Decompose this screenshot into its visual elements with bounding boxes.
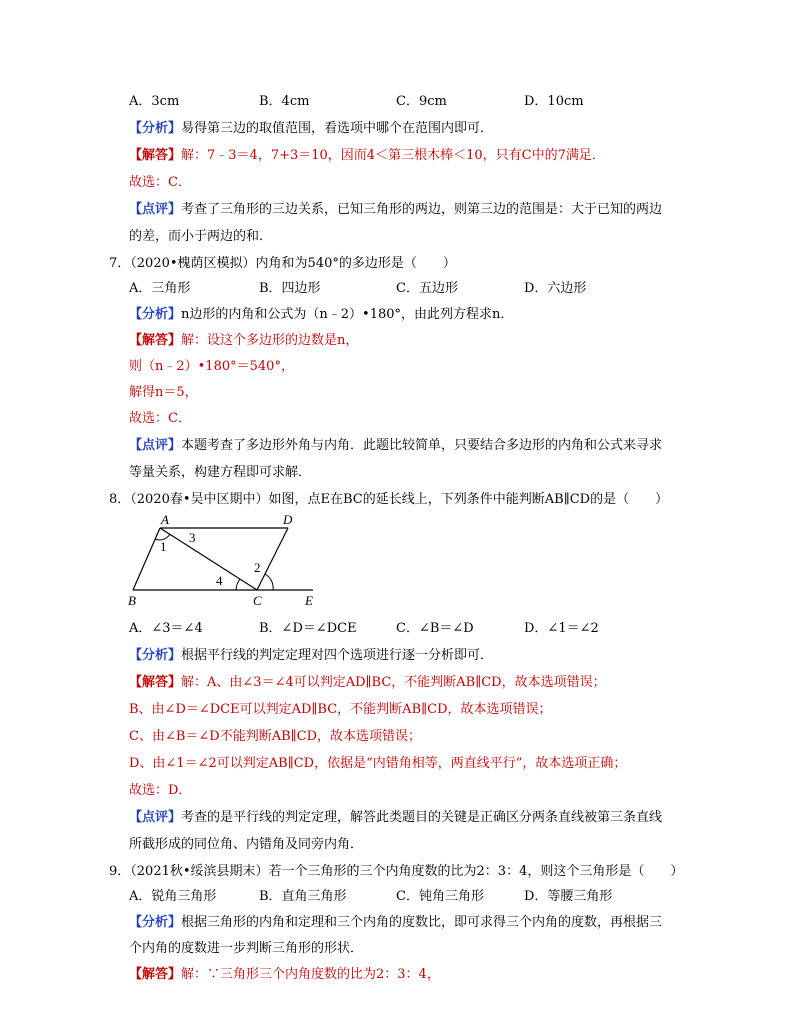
label-angle-3: 3: [189, 530, 196, 545]
segment-ab: [133, 528, 160, 590]
q7-answer-2: 则（n﹣2）•180°＝540°，: [129, 359, 294, 374]
q9-analysis-2: 个内角的度数进一步判断三角形的形状．: [129, 941, 364, 956]
q8-figure-svg: [128, 512, 318, 612]
q7-choice: 故选：C．: [129, 411, 191, 426]
q7-analysis: [129, 305, 513, 325]
q9-option-b: B．直角三角形: [259, 889, 347, 904]
angle-4-arc: [236, 579, 240, 590]
q8-answer-3: C、由∠B＝∠D不能判断AB∥CD，故本选项错误；: [129, 729, 422, 744]
q9-option-c: C．钝角三角形: [396, 889, 484, 904]
label-e: E: [305, 593, 313, 608]
label-a: A: [161, 512, 169, 527]
q8-stem: 8．（2020春•吴中区期中）如图，点E在BC的延长线上，下列条件中能判断AB∥CD的是（ ）: [109, 492, 669, 507]
label-c: C: [253, 593, 262, 608]
q8-option-c: C．∠B＝∠D: [396, 621, 474, 636]
q7-option-c: C．五边形: [396, 281, 458, 296]
q7-comment-text-1: 本题考查了多边形外角与内角．此题比较简单，只要结合多边形的内角和公式来寻求: [181, 438, 663, 453]
q8-option-d: D．∠1＝∠2: [524, 621, 599, 636]
label-d: D: [283, 512, 293, 527]
q7-option-b: B．四边形: [259, 281, 321, 296]
q6-option-b: B．4cm: [259, 94, 310, 109]
q9-analysis: [129, 913, 662, 933]
answer-tag: 【解答】: [129, 675, 182, 690]
q7-comment-2: 等量关系，构建方程即可求解．: [129, 465, 312, 480]
q9-option-a: A．锐角三角形: [129, 889, 217, 904]
q6-option-a: A．3cm: [129, 94, 180, 109]
q8-answer-text-1: 解：A、由∠3＝∠4可以判定AD∥BC，不能判断AB∥CD，故本选项错误；: [181, 675, 606, 690]
q6-answer-text: 解：7﹣3＝4，7+3＝10，因而4＜第三根木棒＜10，只有C中的7满足．: [181, 148, 605, 163]
q8-option-a: A．∠3＝∠4: [129, 621, 203, 636]
label-angle-1: 1: [160, 539, 167, 554]
q6-option-c: C．9cm: [396, 94, 447, 109]
answer-tag: 【解答】: [129, 967, 182, 982]
label-b: B: [128, 593, 136, 608]
analysis-tag: 【分析】: [129, 915, 182, 930]
comment-tag: 【点评】: [129, 202, 182, 217]
q9-stem: 9．（2021秋•绥滨县期末）若一个三角形的三个内角度数的比为2：3：4，则这个三角形是（ ）: [109, 864, 684, 879]
q7-option-d: D．六边形: [524, 281, 587, 296]
q7-stem: 7．（2020•槐荫区模拟）内角和为540°的多边形是（ ）: [109, 256, 456, 271]
q6-analysis: [129, 119, 493, 139]
q7-comment: [129, 436, 662, 456]
q7-option-a: A．三角形: [129, 281, 191, 296]
q8-analysis-text: 根据平行线的判定定理对四个选项进行逐一分析即可．: [181, 648, 494, 663]
q9-analysis-text-1: 根据三角形的内角和定理和三个内角的度数比，即可求得三个内角的度数，再根据三: [181, 915, 663, 930]
q9-answer: [129, 965, 440, 985]
q6-comment-2: 的差，而小于两边的和．: [129, 229, 273, 244]
q8-answer-4: D、由∠1＝∠2可以判定AB∥CD，依据是“内错角相等，两直线平行”，故本选项正确；: [129, 756, 627, 771]
q6-answer: [129, 146, 605, 166]
q6-comment-text-1: 考查了三角形的三边关系，已知三角形的两边，则第三边的范围是：大于已知的两边: [181, 202, 663, 217]
q8-comment: [129, 808, 662, 828]
answer-tag: 【解答】: [129, 148, 182, 163]
q6-option-d: D．10cm: [524, 94, 584, 109]
q8-parallelogram-figure: [128, 512, 318, 612]
q8-answer-2: B、由∠D＝∠DCE可以判定AD∥BC，不能判断AB∥CD，故本选项错误；: [129, 702, 552, 717]
analysis-tag: 【分析】: [129, 121, 182, 136]
q8-comment-2: 所截形成的同位角、内错角及同旁内角．: [129, 837, 364, 852]
q9-answer-text-1: 解：∵三角形三个内角度数的比为2：3：4，: [181, 967, 440, 982]
answer-tag: 【解答】: [129, 333, 182, 348]
analysis-tag: 【分析】: [129, 307, 182, 322]
q6-choice: 故选：C．: [129, 175, 191, 190]
segment-dc: [257, 528, 288, 590]
q6-analysis-text: 易得第三边的取值范围，看选项中哪个在范围内即可．: [181, 121, 494, 136]
comment-tag: 【点评】: [129, 438, 182, 453]
q8-option-b: B．∠D＝∠DCE: [259, 621, 357, 636]
q8-comment-text-1: 考查的是平行线的判定定理，解答此类题目的关键是正确区分两条直线被第三条直线: [181, 810, 663, 825]
q9-option-d: D．等腰三角形: [524, 889, 613, 904]
q7-analysis-text: n边形的内角和公式为（n﹣2）•180°，由此列方程求n．: [181, 307, 514, 322]
q8-choice: 故选：D．: [129, 783, 192, 798]
angle-2-arc: [265, 574, 273, 590]
analysis-tag: 【分析】: [129, 648, 182, 663]
q8-analysis: [129, 646, 493, 666]
q7-answer: [129, 331, 358, 351]
q7-answer-3: 解得n＝5，: [129, 385, 198, 400]
q7-answer-text-1: 解：设这个多边形的边数是n，: [181, 333, 359, 348]
comment-tag: 【点评】: [129, 810, 182, 825]
q8-answer: [129, 673, 606, 693]
q6-comment: [129, 200, 662, 220]
label-angle-2: 2: [254, 560, 261, 575]
segment-ac: [160, 528, 257, 590]
label-angle-4: 4: [216, 573, 223, 588]
